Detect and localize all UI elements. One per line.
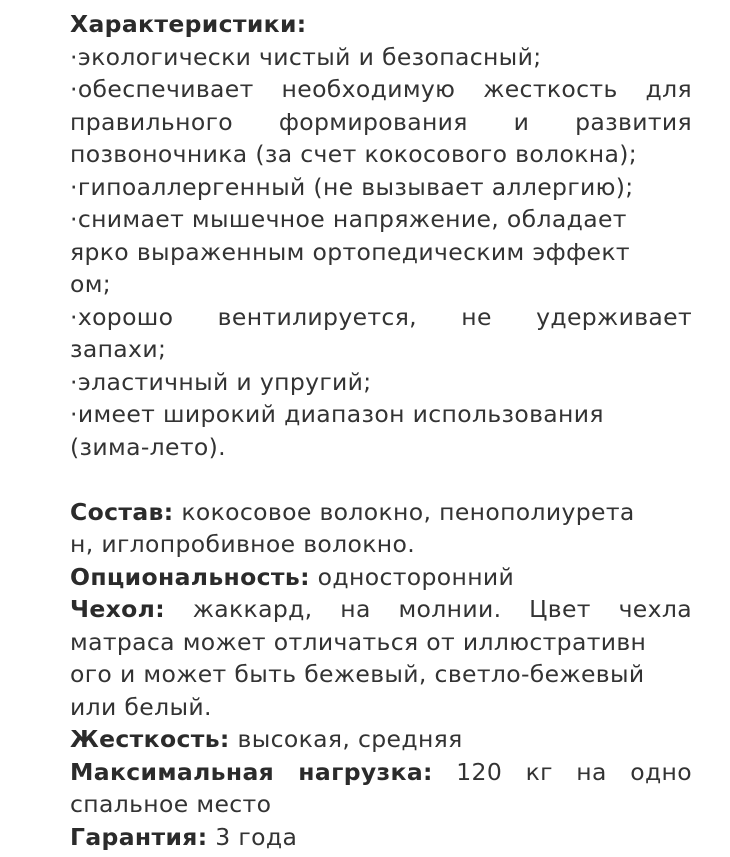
spec-label: Состав: [70, 497, 174, 526]
spec-label: Максимальная нагрузка: [70, 757, 433, 786]
characteristic-line: запахи; [70, 335, 167, 363]
spec-cover-continued: ого и может быть бежевый, светло-бежевый [70, 660, 645, 688]
characteristic-line: ·снимает мышечное напряжение, обладает [70, 205, 627, 233]
spec-cover [70, 593, 692, 626]
spec-max-load-continued: спальное место [70, 790, 272, 818]
spec-value: 3 года [207, 822, 298, 851]
characteristic-line: ·хорошо вентилируется, не удерживает [70, 302, 692, 331]
characteristic-line: позвоночника (за счет кокосового волокна); [70, 140, 637, 168]
characteristics-heading: Характеристики: [70, 10, 307, 38]
spacer [70, 463, 692, 496]
product-description [70, 8, 692, 853]
characteristic-line: ярко выраженным ортопедическим эффект [70, 237, 630, 266]
spec-cover-continued: матраса может отличаться от иллюстративн [70, 627, 647, 656]
characteristic-line: ·обеспечивает необходимую жесткость для [70, 75, 692, 103]
spec-value: односторонний [309, 562, 515, 591]
spec-label: Опциональность: [70, 562, 310, 591]
spec-warranty [70, 821, 692, 854]
spec-value: жаккард, на молнии. Цвет чехла [164, 595, 692, 623]
characteristic-line: ·эластичный и упругий; [70, 367, 372, 396]
spec-composition-continued: н, иглопробивное волокно. [70, 530, 416, 558]
spec-composition [70, 496, 692, 529]
spec-value: высокая, средняя [229, 725, 463, 753]
spec-label: Чехол: [70, 595, 165, 623]
characteristic-line: ·экологически чистый и безопасный; [70, 42, 542, 71]
spec-value: кокосовое волокно, пенополиурета [173, 497, 635, 526]
characteristic-line: ·имеет широкий диапазон использования [70, 400, 604, 428]
spec-label: Гарантия: [70, 822, 208, 851]
characteristic-line: (зима-лето). [70, 432, 226, 461]
spec-value: 120 кг на одно [432, 757, 692, 786]
characteristic-line: ом; [70, 270, 112, 298]
spec-label: Жесткость: [70, 725, 230, 753]
spec-max-load [70, 756, 692, 789]
characteristic-line: правильного формирования и развития [70, 107, 692, 136]
spec-cover-continued: или белый. [70, 692, 212, 721]
characteristic-line: ·гипоаллергенный (не вызывает аллергию); [70, 172, 634, 201]
spec-optionality [70, 561, 692, 594]
spec-firmness [70, 723, 692, 756]
